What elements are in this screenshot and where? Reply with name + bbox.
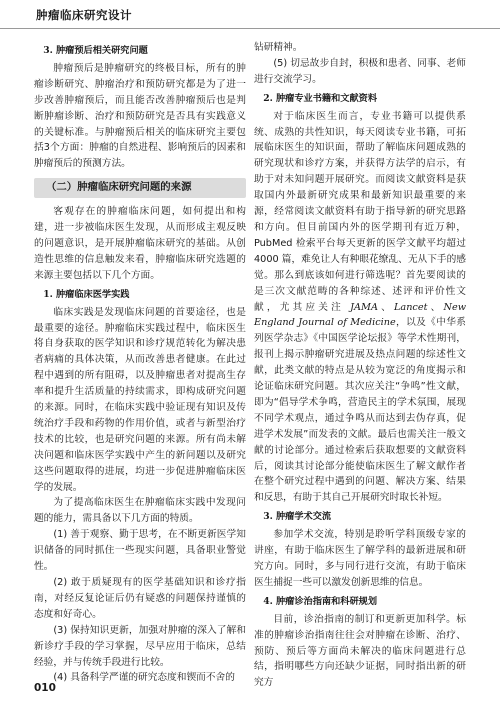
list-item-trait-2: (2) 敢于质疑现有的医学基础知识和诊疗指南，对经反复论证后仍有疑惑的问题保持谨慎的态度和好奇心。 [34,577,246,620]
list-item-trait-4: (4) 具备科学严谨的研究态度和锲而不舍的 [53,672,235,684]
paragraph-clinical-practice: 临床实践是发现临床问题的首要途径，也是最重要的途径。肿瘤临床实践过程中，临床医生将自身获取的医学知识和诊疗规范转化为解决患者病痛的具体决策，从而改善患者健康。在此过程中遇到的所有阻碍，以及肿瘤患者对提高生存率和提升生活质量的持续需求，即构成研究问题的来源。同时，在临床实践中验证现有知识及传统治疗手段和药物的作用价值，或者与新型治疗技术的比较，也是研究问题的来源。所有尚未解决问题和临床医学实践中产生的新问题以及研究这些问题取得的进展，均进一步促进肿瘤临床医学的发展。 [34,306,246,493]
paragraph-continuation: 钻研精神。 [254,42,303,53]
paragraph-sources-intro: 客观存在的肿瘤临床问题，如何提出和构建，进一步被临床医生发现，从而形成主观反映的问题意识，是开展肿瘤临床研究的基础。从创造性思维的信息触发来看，肿瘤临床研究选题的来源主要包括以下几个方面。 [34,206,246,281]
subheading-academic-exchange: 3. 肿瘤学术交流 [263,511,332,523]
list-item-trait-3: (3) 保持知识更新，加强对肿瘤的深入了解和新诊疗手段的学习掌握，尽早应用于临床，总结经验，并与传统手段进行比较。 [34,624,246,668]
list-item-trait-5: (5) 切忌故步自封，积极和患者、同事、老师进行交流学习。 [254,57,466,85]
paragraph-guidelines: 目前，诊治指南的制订和更新更加科学。标准的肿瘤诊治指南往往会对肿瘤在诊断、治疗、预防、预后等方面尚未解决的临床问题进行总结，指明哪些方向还缺少证据，同时指出新的研究方 [254,613,466,689]
page-number: 010 [34,682,56,694]
left-column [34,40,246,684]
separator: 、 [427,301,444,313]
literature-text-a: 对于临床医生而言，专业书籍可以提供系统、成熟的共性知识，每天阅读专业书籍，可拓展临床医生的知识面，帮助了解临床问题成熟的研究现状和诊疗方案，并获得方法学的启示，有助于对未知问题开展研究。而阅读文献资料是获取国内外最新研究成果和最新知识最重要的来源，经常阅读文献资料有助于指导新的研究思路和方向。但目前国内外的医学期刊有近万种，PubMed 检索平台每天更新的医学文献平均超过4000 篇，难免让人有种眼花缭乱、无从下手的感觉。那么到底该如何进行筛选呢？首先要阅读的是三次文献范畴的各种综述、述评和评价性文献，尤其应关注 [254,110,466,313]
journal-nejm: New England Journal of Medicine [254,301,467,329]
section-heading-sources: （二）肿瘤临床研究问题的来源 [34,178,246,198]
subheading-literature: 2. 肿瘤专业书籍和文献资料 [263,92,378,104]
journal-lancet: Lancet [393,301,428,313]
book-title: 肿瘤临床研究设计 [36,8,132,22]
paragraph-literature [254,109,466,507]
paragraph-traits-intro: 为了提高临床医生在肿瘤临床实践中发现问题的能力，需具备以下几方面的特质。 [34,497,246,525]
list-item-trait-1: (1) 善于观察、勤于思考，在不断更新医学知识储备的同时抓住一些现实问题，具备职业警觉性。 [34,529,246,573]
paragraph-prognosis: 肿瘤预后是肿瘤研究的终极目标，所有的肿瘤诊断研究、肿瘤治疗和预防研究都是为了进一步改善肿瘤预后，而且能否改善肿瘤预后也是判断肿瘤诊断、治疗和预防研究是否具有实践意义的关键标准。与肿瘤预后相关的临床研究主要包括3个方面：肿瘤的自然进程、影响预后的因素和肿瘤预后的预测方法。 [34,62,246,170]
literature-text-b: ，以及《中华系列医学杂志》《中国医学论坛报》等学术性期刊，报刊上揭示肿瘤研究进展及热点问题的综述性文献，此类文献的特点是从较为宽泛的角度揭示和论证临床研究问题。其次应关注“争鸣”性文献，即为“倡导学术争鸣，营造民主的学术氛围，展现不同学术观点，通过争鸣从而达到去伪存真，促进学术发展”而发表的文献。最后也需关注一般文献的讨论部分。通过检索后获取想要的文献资料后，阅读其讨论部分能使临床医生了解文献作者在整个研究过程中遇到的问题、解决方案、结果和反思，有助于其自己开展研究时取长补短。 [254,317,466,504]
subheading-clinical-practice: 1. 肿瘤临床医学实践 [43,288,130,300]
separator: 、 [377,301,394,313]
subheading-guidelines: 4. 肿瘤诊治指南和科研规划 [263,595,378,607]
right-column [254,40,467,689]
paragraph-academic-exchange: 参加学术交流，特别是聆听学科顶级专家的讲座，有助于临床医生了解学科的最新进展和研究方向。同时，多与同行进行交流，有助于临床医生捕捉一些可以激发创新思维的信息。 [254,529,466,588]
running-header [0,0,500,29]
subheading-prognosis: 3. 肿瘤预后相关研究问题 [43,45,148,56]
journal-jama: JAMA [350,301,378,313]
